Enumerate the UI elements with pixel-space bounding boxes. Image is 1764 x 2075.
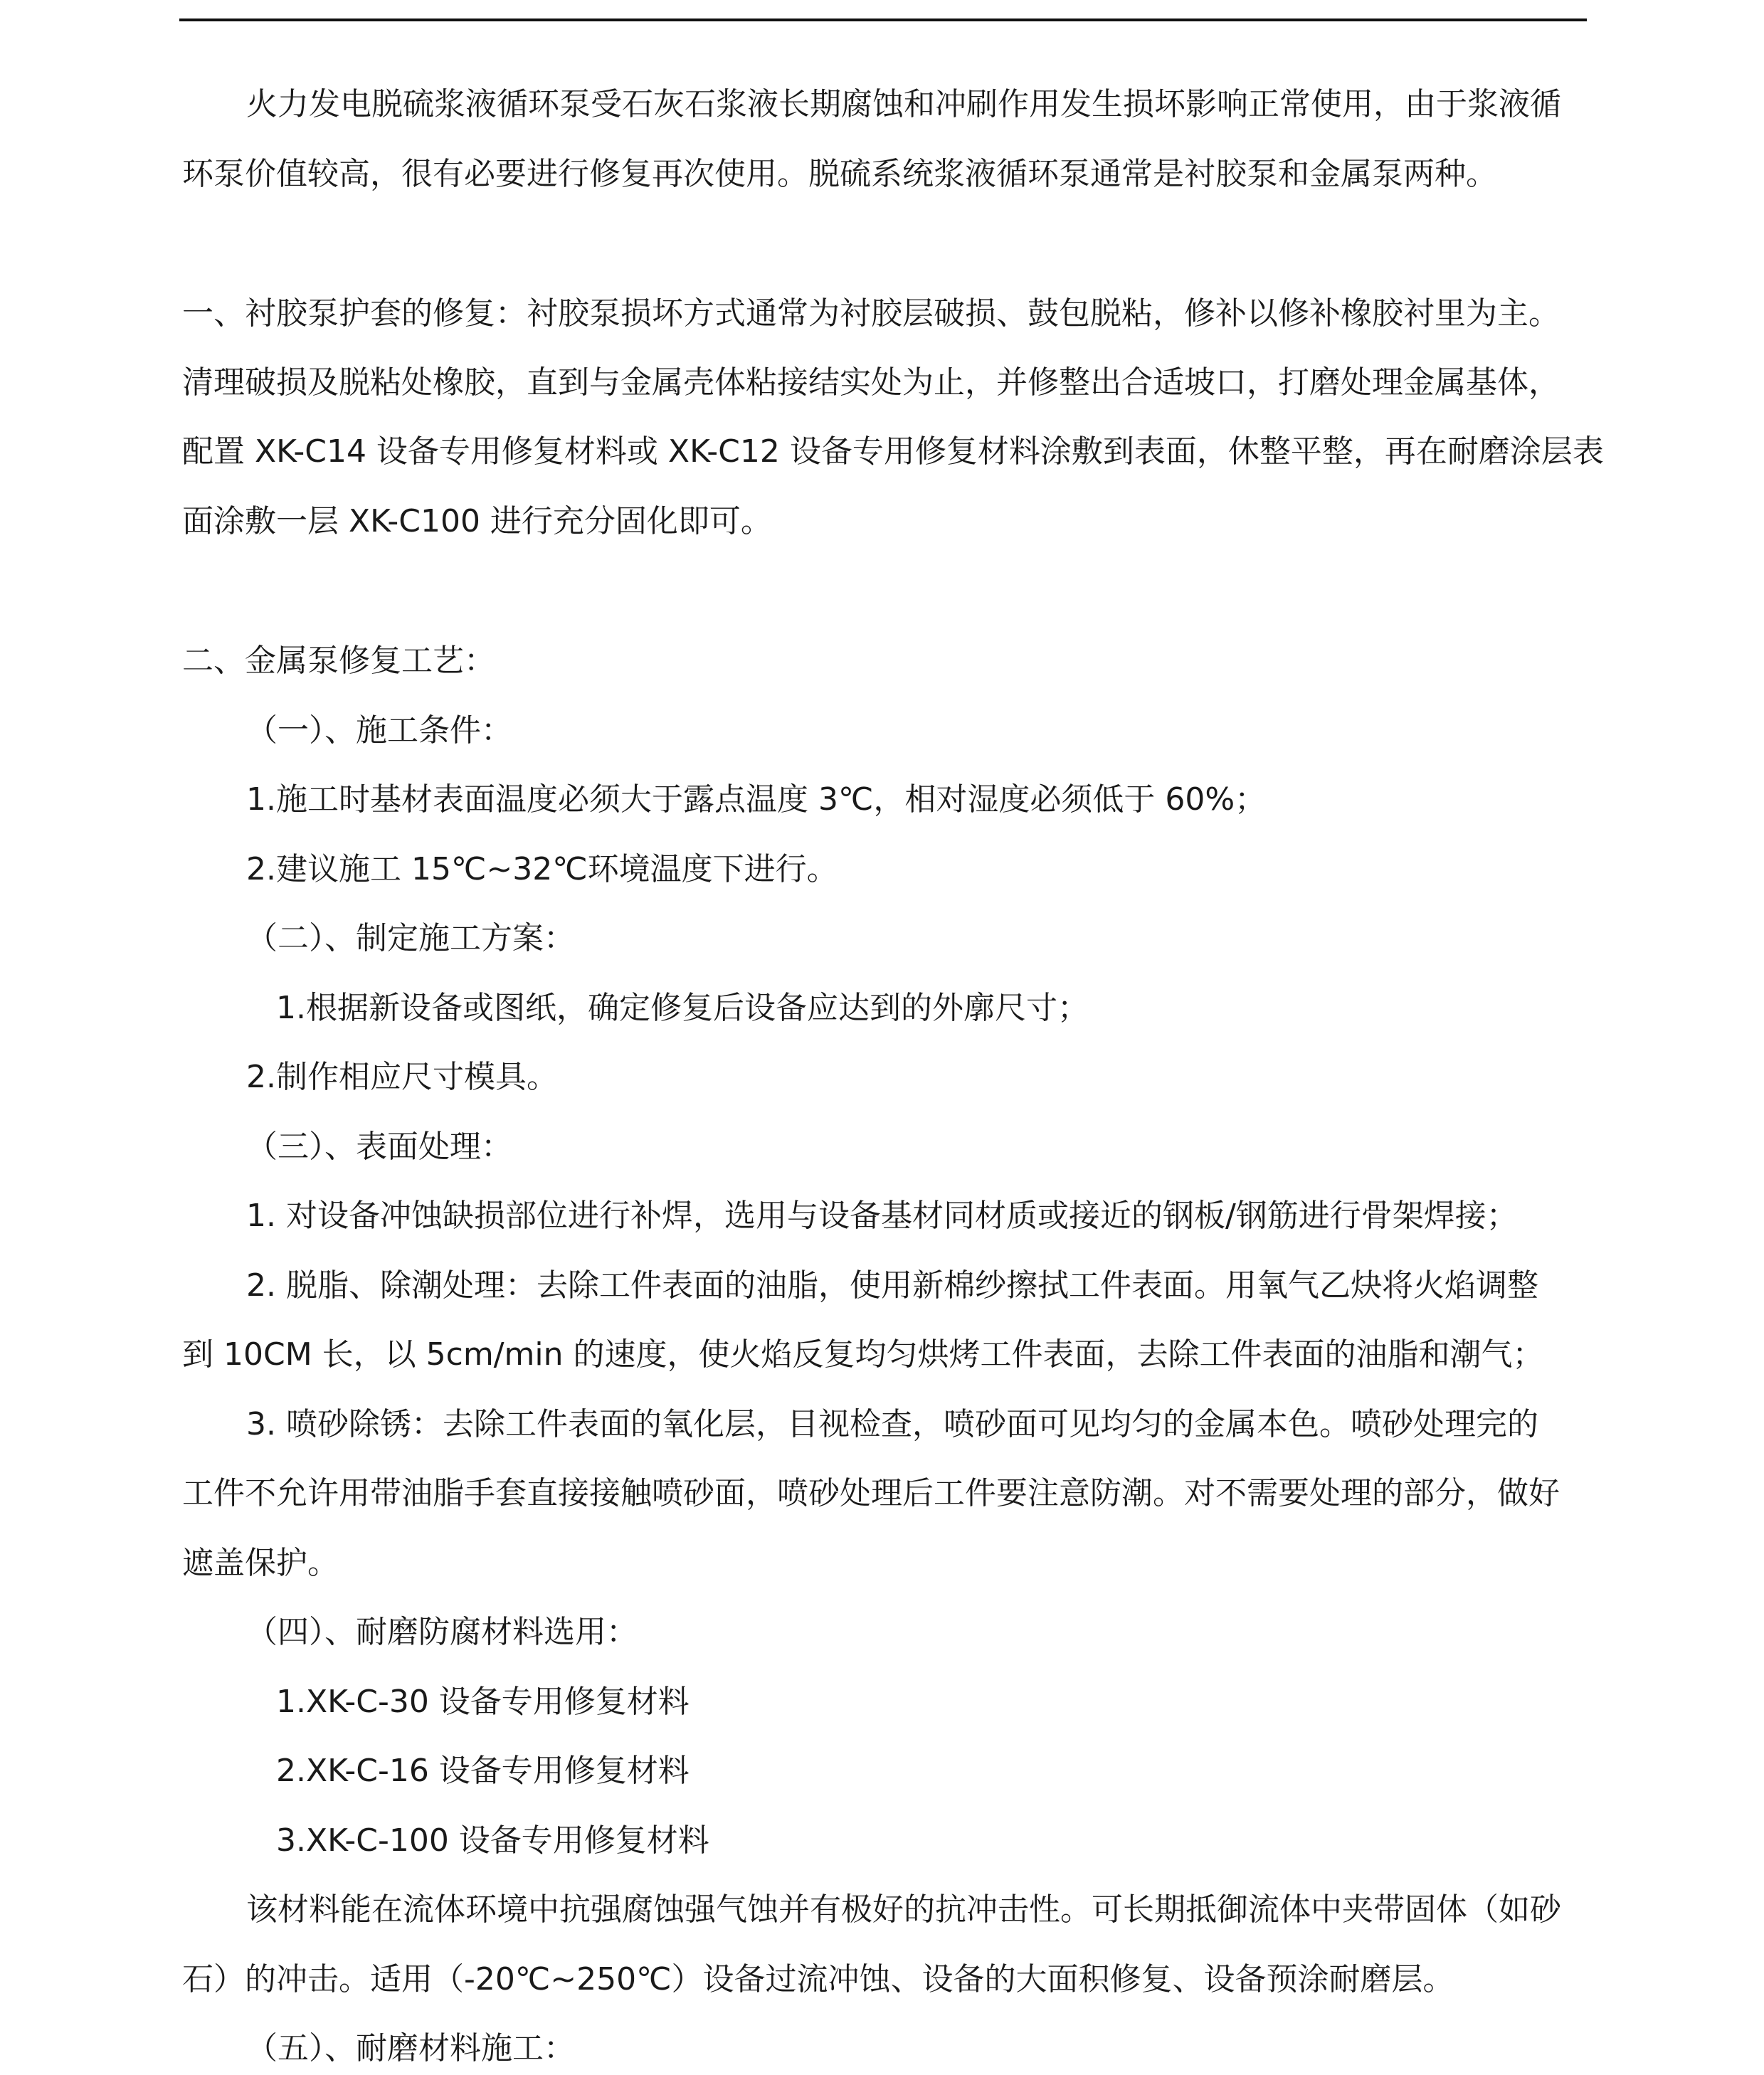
subsection-4-item-3: 3.XK-C-100 设备专用修复材料	[276, 1822, 709, 1859]
subsection-2-item-1: 1.根据新设备或图纸，确定修复后设备应达到的外廓尺寸；	[276, 990, 1089, 1026]
subsection-4-item-2: 2.XK-C-16 设备专用修复材料	[276, 1753, 690, 1789]
section-1-line-4: 面涂敷一层 XK-C100 进行充分固化即可。	[182, 503, 772, 539]
subsection-2-heading: （二）、制定施工方案：	[246, 920, 575, 956]
section-1-line-2: 清理破损及脱粘处橡胶，直到与金属壳体粘接结实处为止，并修整出合适坡口，打磨处理金属基体，	[182, 364, 1560, 401]
intro-line-2: 环泵价值较高，很有必要进行修复再次使用。脱硫系统浆液循环泵通常是衬胶泵和金属泵两种。	[182, 156, 1497, 192]
subsection-3-item-3-line-2: 工件不允许用带油脂手套直接接触喷砂面，喷砂处理后工件要注意防潮。对不需要处理的部分，做好	[182, 1475, 1560, 1511]
subsection-3-item-3-line-1: 3. 喷砂除锈：去除工件表面的氧化层，目视检查，喷砂面可见均匀的金属本色。喷砂处理完的	[246, 1406, 1538, 1442]
section-1-line-1: 一、衬胶泵护套的修复：衬胶泵损坏方式通常为衬胶层破损、鼓包脱粘，修补以修补橡胶衬里为主。	[182, 295, 1560, 332]
subsection-1-item-2: 2.建议施工 15℃~32℃环境温度下进行。	[246, 851, 838, 887]
subsection-3-item-2-line-2: 到 10CM 长，以 5cm/min 的速度，使火焰反复均匀烘烤工件表面，去除工件表面的油脂和潮气；	[182, 1336, 1544, 1373]
subsection-4-item-1: 1.XK-C-30 设备专用修复材料	[276, 1684, 690, 1720]
subsection-5-heading: （五）、耐磨材料施工：	[246, 2030, 575, 2066]
subsection-3-item-2-line-1: 2. 脱脂、除潮处理：去除工件表面的油脂，使用新棉纱擦拭工件表面。用氧气乙炔将火焰调整	[246, 1267, 1538, 1304]
subsection-3-heading: （三）、表面处理：	[246, 1129, 512, 1165]
material-desc-line-2: 石）的冲击。适用（-20℃~250℃）设备过流冲蚀、设备的大面积修复、设备预涂耐磨层。	[182, 1961, 1454, 1997]
header-rule	[179, 19, 1587, 21]
subsection-2-item-2: 2.制作相应尺寸模具。	[246, 1059, 558, 1095]
material-desc-line-1: 该材料能在流体环境中抗强腐蚀强气蚀并有极好的抗冲击性。可长期抵御流体中夹带固体（如砂	[246, 1891, 1561, 1928]
subsection-1-heading: （一）、施工条件：	[246, 712, 512, 749]
subsection-3-item-1: 1. 对设备冲蚀缺损部位进行补焊，选用与设备基材同材质或接近的钢板/钢筋进行骨架焊接；	[246, 1198, 1518, 1234]
section-1-line-3: 配置 XK-C14 设备专用修复材料或 XK-C12 设备专用修复材料涂敷到表面，休整平整，再在耐磨涂层表	[182, 433, 1604, 470]
subsection-4-heading: （四）、耐磨防腐材料选用：	[246, 1614, 638, 1650]
subsection-1-item-1: 1.施工时基材表面温度必须大于露点温度 3℃，相对湿度必须低于 60%；	[246, 781, 1267, 818]
section-2-heading: 二、金属泵修复工艺：	[182, 643, 495, 679]
intro-line-1: 火力发电脱硫浆液循环泵受石灰石浆液长期腐蚀和冲刷作用发生损坏影响正常使用，由于浆液循	[246, 86, 1561, 122]
subsection-3-item-3-line-3: 遮盖保护。	[182, 1545, 339, 1581]
